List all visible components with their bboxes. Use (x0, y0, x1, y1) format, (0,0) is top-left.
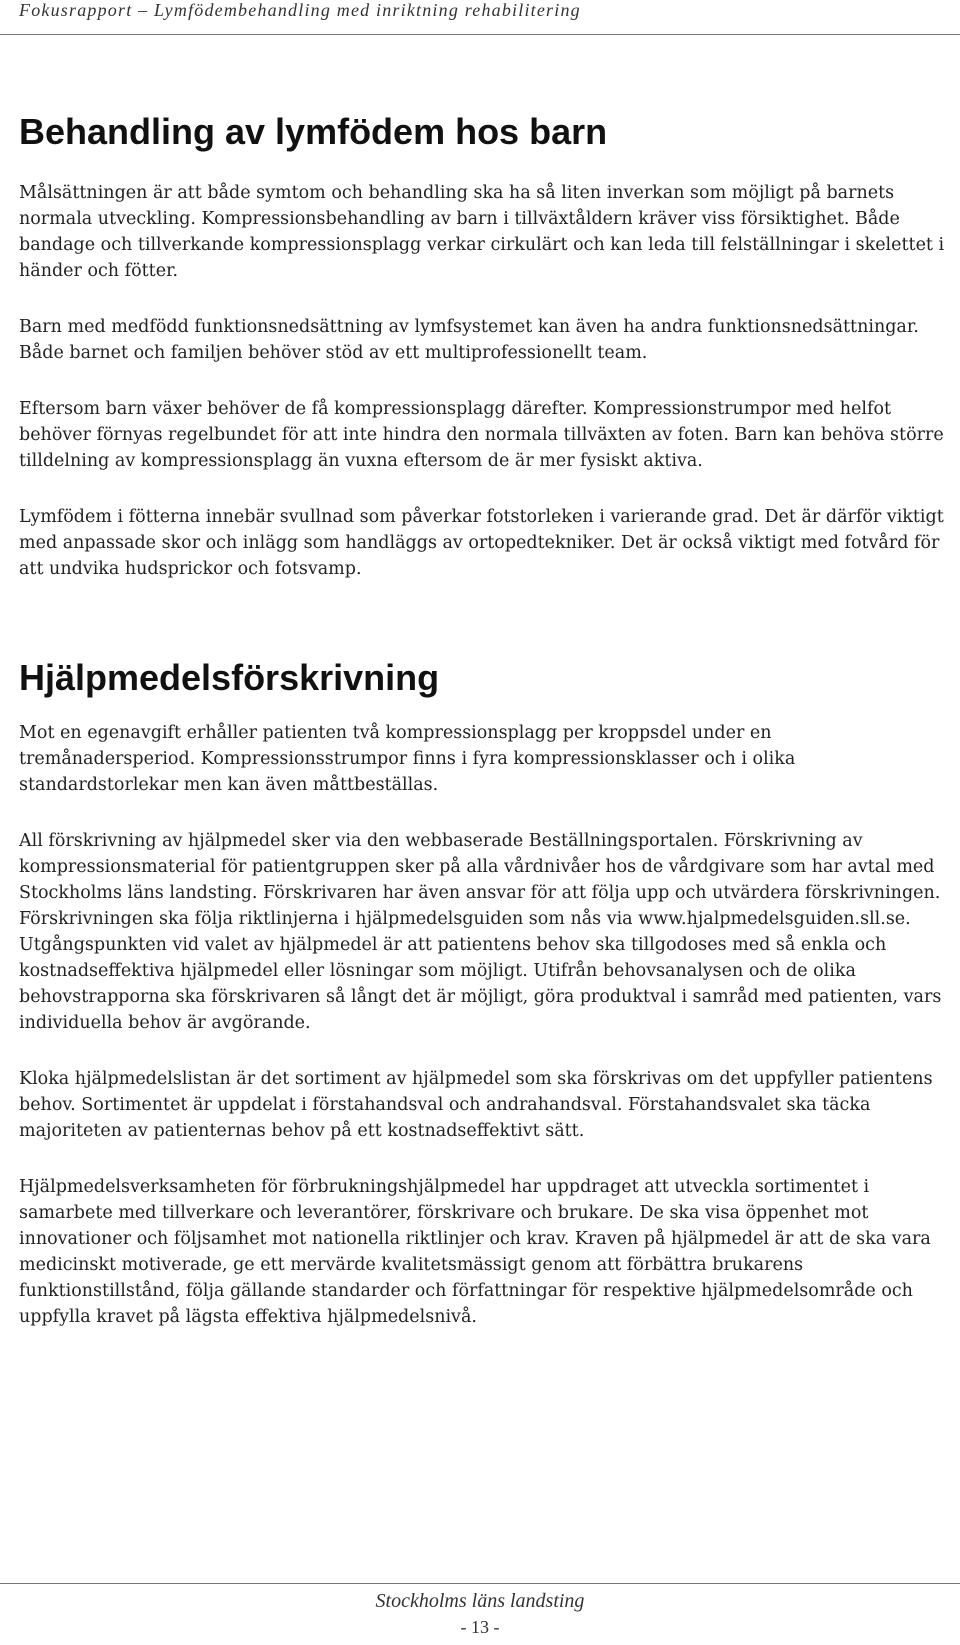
paragraph: Kloka hjälpmedelslistan är det sortiment av hjälpmedel som ska förskrivas om det uppfyller patientens behov. Sortimentet är uppdelat i förstahandsval och andrahandsval. Förstahandsvalet ska täcka majoriteten av patienternas behov på ett kostnadseffektivt sätt. (19, 1069, 933, 1141)
paragraph: Hjälpmedelsverksamheten för förbrukningshjälpmedel har uppdraget att utveckla sortimentet i samarbete med tillverkare och leverantörer, förskrivare och brukare. De ska visa öppenhet mot innovationer och följsamhet mot nationella riktlinjer och krav. Kraven på hjälpmedel är att de ska vara medicinskt motiverade, ge ett mervärde kvalitetsmässigt genom att förbättra brukarens funktionstillstånd, följa gällande standarder och författningar för respektive hjälpmedelsområde och uppfylla kravet på lägsta effektiva hjälpmedelsnivå. (19, 1177, 931, 1327)
running-header: Fokusrapport – Lymfödembehandling med inriktning rehabilitering (19, 0, 581, 20)
footer-divider (0, 1583, 960, 1584)
page-content (19, 110, 947, 1330)
paragraph: Lymfödem i fötterna innebär svullnad som påverkar fotstorleken i varierande grad. Det är därför viktigt med anpassade skor och inlägg som handläggs av ortopedtekniker. Det är också viktigt med fotvård för att undvika hudsprickor och fotsvamp. (19, 507, 944, 579)
paragraph: Målsättningen är att både symtom och behandling ska ha så liten inverkan som möjligt på barnets normala utveckling. Kompressionsbehandling av barn i tillväxtåldern kräver viss försiktighet. Både bandage och tillverkande kompressionsplagg verkar cirkulärt och kan leda till felställningar i skelettet i händer och fötter. (19, 183, 945, 281)
paragraph: Barn med medfödd funktionsnedsättning av lymfsystemet kan även ha andra funktionsnedsättningar. Både barnet och familjen behöver stöd av ett multiprofessionellt team. (19, 317, 919, 363)
paragraph: Eftersom barn växer behöver de få kompressionsplagg därefter. Kompressionstrumpor med helfot behöver förnyas regelbundet för att inte hindra den normala tillväxten av foten. Barn kan behöva större tilldelning av kompressionsplagg än vuxna eftersom de är mer fysiskt aktiva. (19, 399, 944, 471)
footer-organization: Stockholms läns landsting (375, 1590, 585, 1612)
page-number: - 13 - (460, 1617, 500, 1637)
section-heading-children: Behandling av lymfödem hos barn (19, 111, 608, 152)
section-heading-prescription: Hjälpmedelsförskrivning (19, 657, 440, 698)
header-divider (0, 34, 960, 35)
paragraph: Mot en egenavgift erhåller patienten två kompressionsplagg per kroppsdel under en tremånadersperiod. Kompressionsstrumpor finns i fyra kompressionsklasser och i olika standardstorlekar men kan även måttbeställas. (19, 723, 796, 795)
paragraph: All förskrivning av hjälpmedel sker via den webbaserade Beställningsportalen. Förskrivning av kompressionsmaterial för patientgruppen sker på alla vårdnivåer hos de vårdgivare som har avtal med Stockholms läns landsting. Förskrivaren har även ansvar för att följa upp och utvärdera förskrivningen. Förskrivningen ska följa riktlinjerna i hjälpmedelsguiden som nås via www.hjalpmedelsguiden.sll.se. Utgångspunkten vid valet av hjälpmedel är att patientens behov ska tillgodoses med så enkla och kostnadseffektiva hjälpmedel eller lösningar som möjligt. Utifrån behovsanalysen och de olika behovstrapporna ska förskrivaren så långt det är möjligt, göra produktval i samråd med patienten, vars individuella behov är avgörande. (19, 831, 942, 1033)
